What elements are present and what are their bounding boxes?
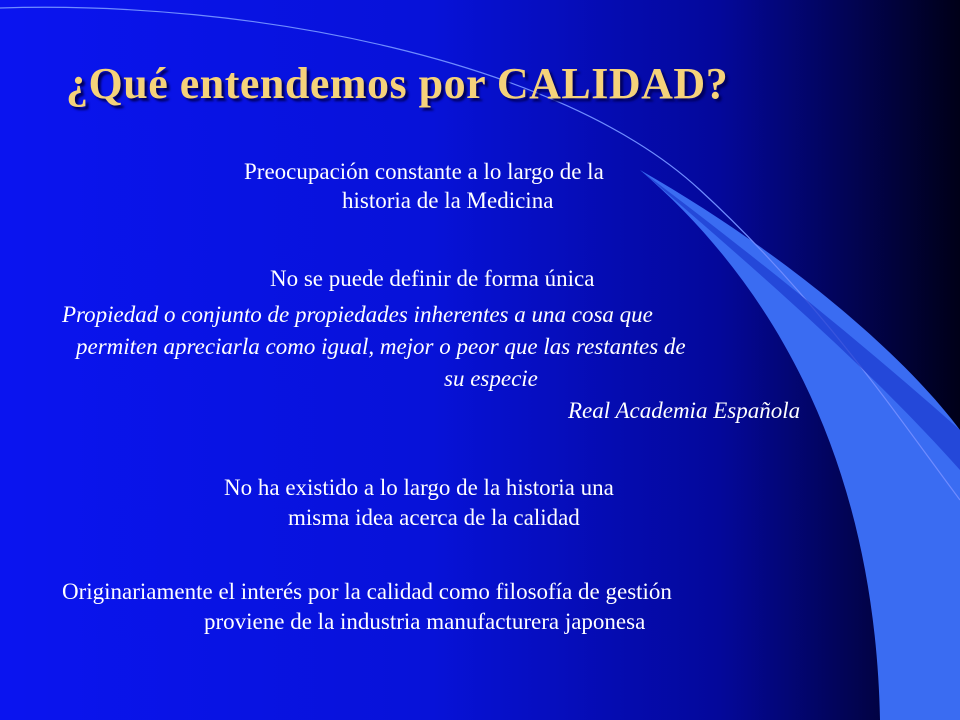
para4-line2: proviene de la industria manufacturera japonesa xyxy=(204,609,646,634)
definition-line1: Propiedad o conjunto de propiedades inherentes a una cosa que xyxy=(62,302,653,327)
para2-text: No se puede definir de forma única xyxy=(270,266,595,291)
slide-title: ¿Qué entendemos por CALIDAD? xyxy=(66,59,729,108)
para3-line2: misma idea acerca de la calidad xyxy=(288,505,580,530)
light-curve-band xyxy=(640,170,960,720)
definition-line2: permiten apreciarla como igual, mejor o peor que las restantes de xyxy=(76,334,686,359)
para4-line1: Originariamente el interés por la calidad como filosofía de gestión xyxy=(62,579,672,604)
para1-line1: Preocupación constante a lo largo de la xyxy=(244,159,604,184)
para1-line2: historia de la Medicina xyxy=(342,188,554,213)
definition-line3: su especie xyxy=(444,366,538,391)
para3-line1: No ha existido a lo largo de la historia una xyxy=(224,475,614,500)
definition-source: Real Academia Española xyxy=(568,398,801,423)
